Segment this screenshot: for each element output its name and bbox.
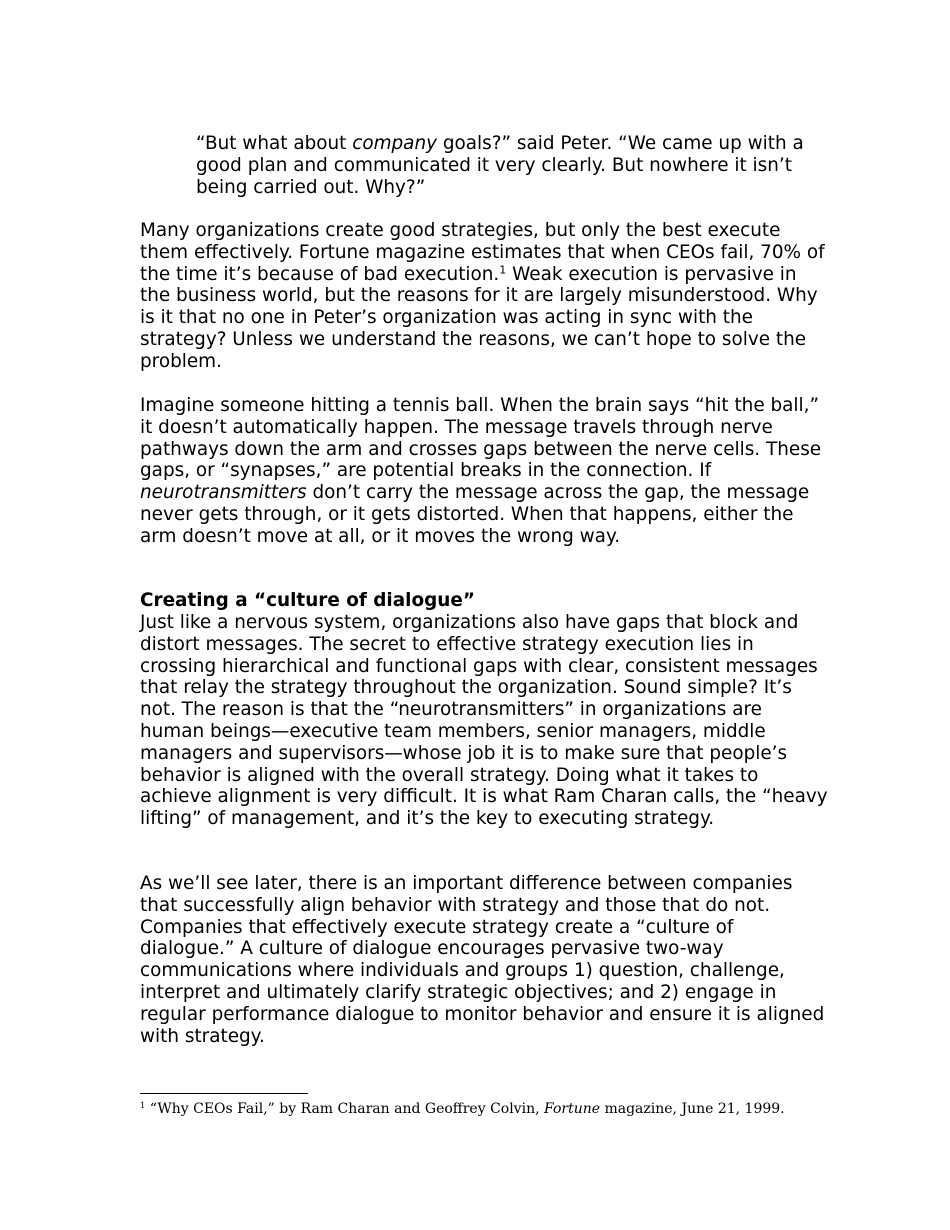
footnote-text-start: “Why CEOs Fail,” by Ram Charan and Geoffrey Colvin, xyxy=(145,1101,544,1117)
paragraph-culture-of-dialogue: As we’ll see later, there is an important difference between companies that successfully align behavior with strategy and those that do not. Companies that effectively execute strategy create a “culture of dialogue.” A culture of dialogue encourages pervasive two-way communications where individuals and groups 1) question, challenge, interpret and ultimately clarify strategic objectives; and 2) engage in regular performance dialogue to monitor behavior and ensure it is aligned with strategy. xyxy=(140,873,825,1047)
footnote-separator xyxy=(140,1093,308,1094)
opening-quote xyxy=(196,133,836,198)
paragraph-execution xyxy=(140,220,830,373)
paragraph-nervous-system: Just like a nervous system, organizations also have gaps that block and distort messages. The secret to effective strategy execution lies in crossing hierarchical and functional gaps with clear, consistent messages that relay the strategy throughout the organization. Sound simple? It’s not. The reason is that the “neurotransmitters” in organizations are human beings—executive team members, senior managers, middle managers and supervisors—whose job it is to make sure that people’s behavior is aligned with the overall strategy. Doing what it takes to achieve alignment is very difficult. It is what Ram Charan calls, the “heavy lifting” of management, and it’s the key to executing strategy. xyxy=(140,612,828,830)
quote-italic-word: company xyxy=(352,133,437,154)
footnote-reference: 1 xyxy=(499,262,507,276)
paragraph-tennis-analogy xyxy=(140,395,830,548)
paragraph-execution-text-end: Weak execution is pervasive in the business world, but the reasons for it are largely misunderstood. Why is it that no one in Peter’s organization was acting in sync with the strategy? Unless we understand the reasons, we can’t hope to solve the problem. xyxy=(140,263,818,372)
footnote-number: 1 xyxy=(140,1099,146,1110)
paragraph-tennis-text-start: Imagine someone hitting a tennis ball. When the brain says “hit the ball,” it doesn’t automatically happen. The message travels through nerve pathways down the arm and crosses gaps between the nerve cells. These gaps, or “synapses,” are potential breaks in the connection. If xyxy=(140,395,822,482)
quote-text-end: goals?” said Peter. “We came up with a good plan and communicated it very clearly. But nowhere it isn’t being carried out. Why?” xyxy=(196,133,804,198)
paragraph-tennis-italic-term: neurotransmitters xyxy=(140,482,307,504)
footnote-italic-title: Fortune xyxy=(544,1101,601,1117)
paragraph-execution-text-start: Many organizations create good strategies, but only the best execute them effectively. Fortune magazine estimates that when CEOs fail, 70% of the time it’s because of bad execution. xyxy=(140,220,825,285)
section-heading: Creating a “culture of dialogue” xyxy=(140,590,475,611)
footnote xyxy=(140,1100,840,1118)
footnote-text-end: magazine, June 21, 1999. xyxy=(600,1101,785,1117)
quote-text-start: “But what about xyxy=(196,133,353,154)
paragraph-tennis-text-end: don’t carry the message across the gap, the message never gets through, or it gets distorted. When that happens, either the arm doesn’t move at all, or it moves the wrong way. xyxy=(140,482,810,547)
